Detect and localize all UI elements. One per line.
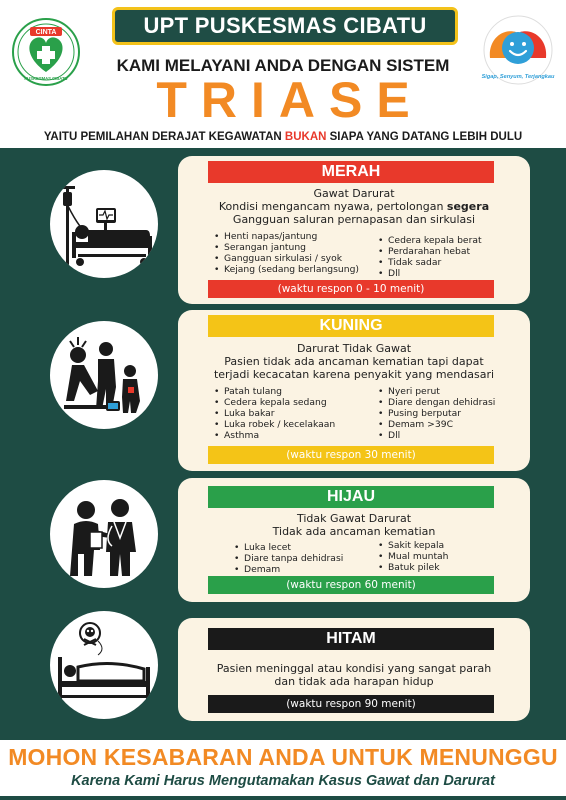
list-item: • Henti napas/jantung [214,231,359,242]
kuning-icon-circle [50,321,158,429]
kuning-line2: Pasien tidak ada ancaman kematian tapi dapat [224,355,484,368]
list-item: • Asthma [214,430,335,441]
list-item: • Patah tulang [214,386,335,397]
kuning-card [178,310,530,471]
hospital-bed-iv-icon [50,170,158,278]
tagline-before: YAITU PEMILAHAN DERAJAT KEGAWATAN [43,131,285,143]
list-item: • Perdarahan hebat [378,246,482,257]
merah-line2-bold: segera [446,200,490,213]
list-item: • Dll [378,268,482,279]
list-item: • Pusing berputar [378,408,495,419]
list-item: • Luka robek / kecelakaan [214,419,335,430]
list-item: • Diare tanpa dehidrasi [234,553,343,564]
hijau-line1: Tidak Gawat Darurat [296,512,412,525]
list-item: • Batuk pilek [378,562,449,573]
hitam-line1: Pasien meninggal atau kondisi yang sangat parah [216,662,492,675]
header [0,0,566,148]
list-item: • Sakit kepala [378,540,449,551]
kuning-title: KUNING [208,315,494,337]
title-banner [112,7,458,45]
hitam-line2: dan tidak ada harapan hidup [274,675,434,688]
triage-panel [0,148,566,734]
list-item: • Dll [378,430,495,441]
footer-banner [0,740,566,796]
hitam-response-time: (waktu respon 90 menit) [208,695,494,713]
merah-title: MERAH [208,161,494,183]
kuning-line3: terjadi kecacatan karena penyakit yang mendasari [213,368,495,381]
hijau-card [178,478,530,602]
list-item: • Nyeri perut [378,386,495,397]
hijau-list-left [234,542,343,575]
list-item: • Diare dengan dehidrasi [378,397,495,408]
list-item: • Luka bakar [214,408,335,419]
list-item: • Gangguan sirkulasi / syok [214,253,359,264]
hijau-response-time: (waktu respon 60 menit) [208,576,494,594]
logo-left-bottom-text: PUSKESMAS CIBATU [24,76,68,81]
kuning-response-time: (waktu respon 30 menit) [208,446,494,464]
deceased-bed-skull-icon [50,611,158,719]
merah-response-time: (waktu respon 0 - 10 menit) [208,280,494,298]
page-title: UPT PUSKESMAS CIBATU [143,13,427,38]
footer [0,734,566,800]
hitam-icon-circle [50,611,158,719]
hijau-list-right [378,540,449,573]
kuning-list-left [214,386,335,441]
hijau-icon-circle [50,480,158,588]
hijau-title: HIJAU [208,486,494,508]
merah-line2 [188,200,520,213]
injured-people-icon [50,321,158,429]
hijau-line2: Tidak ada ancaman kematian [272,525,436,538]
merah-line2-text: Kondisi mengancam nyawa, pertolongan [218,200,447,213]
footer-title: MOHON KESABARAN ANDA UNTUK MENUNGGU [8,744,558,770]
list-item: • Cedera kepala sedang [214,397,335,408]
puskesmas-logo-icon [12,18,80,86]
list-item: • Luka lecet [234,542,343,553]
merah-list-right [378,235,482,279]
merah-list-left [214,231,359,275]
list-item: • Serangan jantung [214,242,359,253]
merah-line1: Gawat Darurat [313,187,395,200]
smiley-hands-logo-icon [480,14,556,90]
footer-subtitle: Karena Kami Harus Mengutamakan Kasus Gawat dan Darurat [71,773,495,789]
logo-left-top-text: CINTA [35,29,57,36]
logo-right-text: Sigap, Senyum, Terjangkau [481,74,555,80]
kuning-list-right [378,386,495,441]
merah-icon-circle [50,170,158,278]
list-item: • Cedera kepala berat [378,235,482,246]
merah-card [178,156,530,304]
merah-line3: Gangguan saluran pernapasan dan sirkulasi [232,213,476,226]
page-subtitle: KAMI MELAYANI ANDA DENGAN SISTEM [116,56,450,75]
kuning-line1: Darurat Tidak Gawat [296,342,412,355]
doctor-patient-icon [50,480,158,588]
triase-heading: TRIASE [156,72,424,128]
hitam-card [178,618,530,721]
tagline-highlight: BUKAN [284,131,327,143]
list-item: • Demam >39C [378,419,495,430]
tagline-after: SIAPA YANG DATANG LEBIH DULU [326,131,523,143]
tagline [0,131,566,143]
list-item: • Tidak sadar [378,257,482,268]
list-item: • Kejang (sedang berlangsung) [214,264,359,275]
hitam-title: HITAM [208,628,494,650]
list-item: • Demam [234,564,343,575]
list-item: • Mual muntah [378,551,449,562]
